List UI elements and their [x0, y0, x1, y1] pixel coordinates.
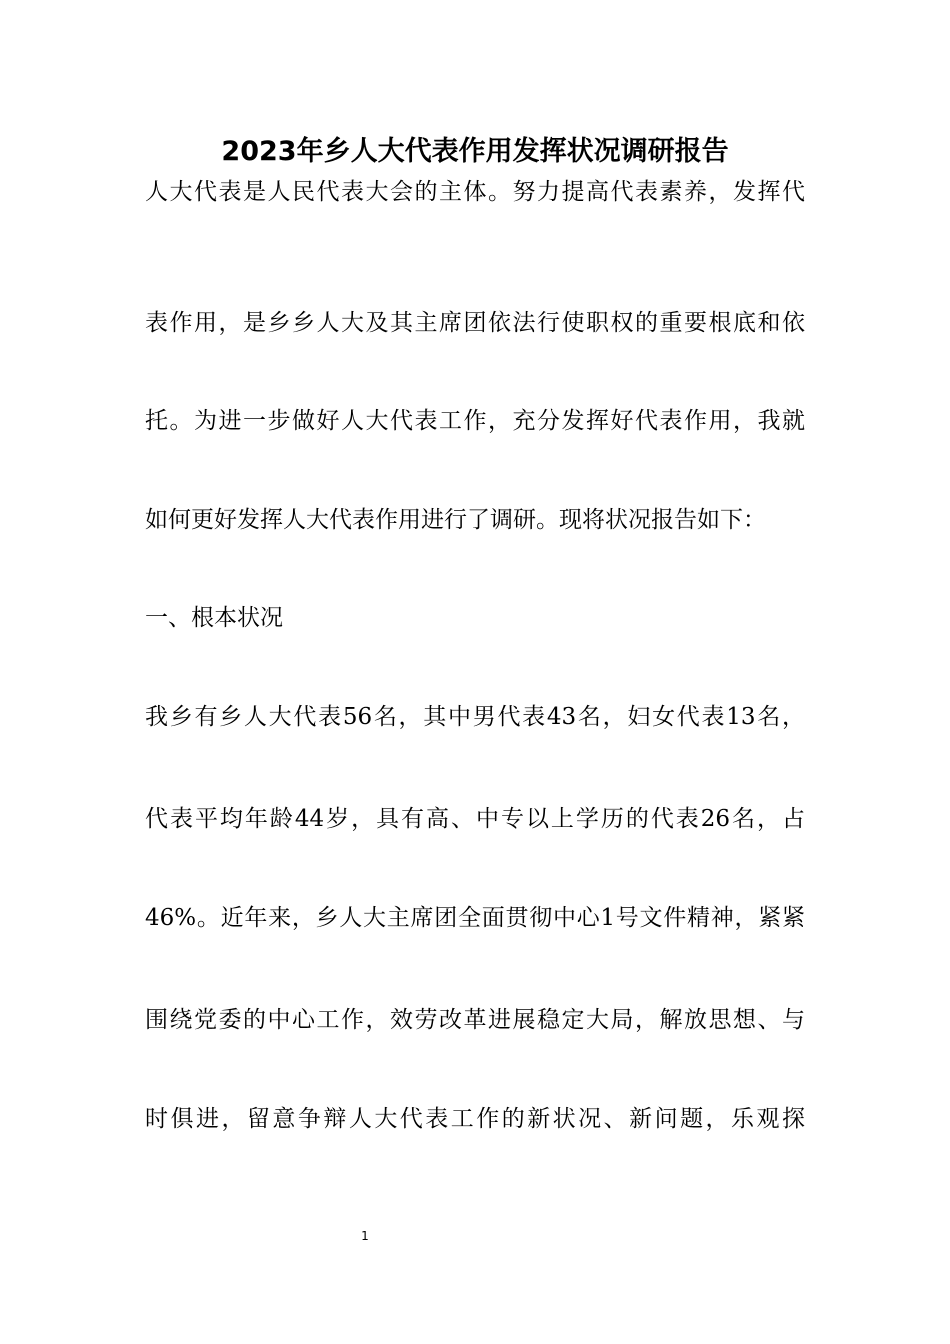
paragraph-line: 人大代表是人民代表大会的主体。努力提高代表素养，发挥代	[145, 179, 805, 205]
paragraph-line: 时俱进，留意争辩人大代表工作的新状况、新问题，乐观探	[145, 1106, 805, 1132]
section-heading: 一、根本状况	[145, 605, 283, 631]
paragraph-line: 代表平均年龄44岁，具有高、中专以上学历的代表26名，占	[145, 806, 805, 832]
paragraph-line: 围绕党委的中心工作，效劳改革进展稳定大局，解放思想、与	[145, 1007, 805, 1033]
paragraph-line: 如何更好发挥人大代表作用进行了调研。现将状况报告如下：	[145, 507, 766, 533]
paragraph-line: 我乡有乡人大代表56名，其中男代表43名，妇女代表13名，	[145, 704, 805, 730]
paragraph-line: 托。为进一步做好人大代表工作，充分发挥好代表作用，我就	[145, 408, 805, 434]
paragraph-line: 46%。近年来，乡人大主席团全面贯彻中心1号文件精神，紧紧	[145, 905, 805, 931]
document-title: 2023年乡人大代表作用发挥状况调研报告	[221, 136, 729, 167]
page-number: 1	[361, 1229, 369, 1243]
paragraph-line: 表作用，是乡乡人大及其主席团依法行使职权的重要根底和依	[145, 310, 805, 336]
